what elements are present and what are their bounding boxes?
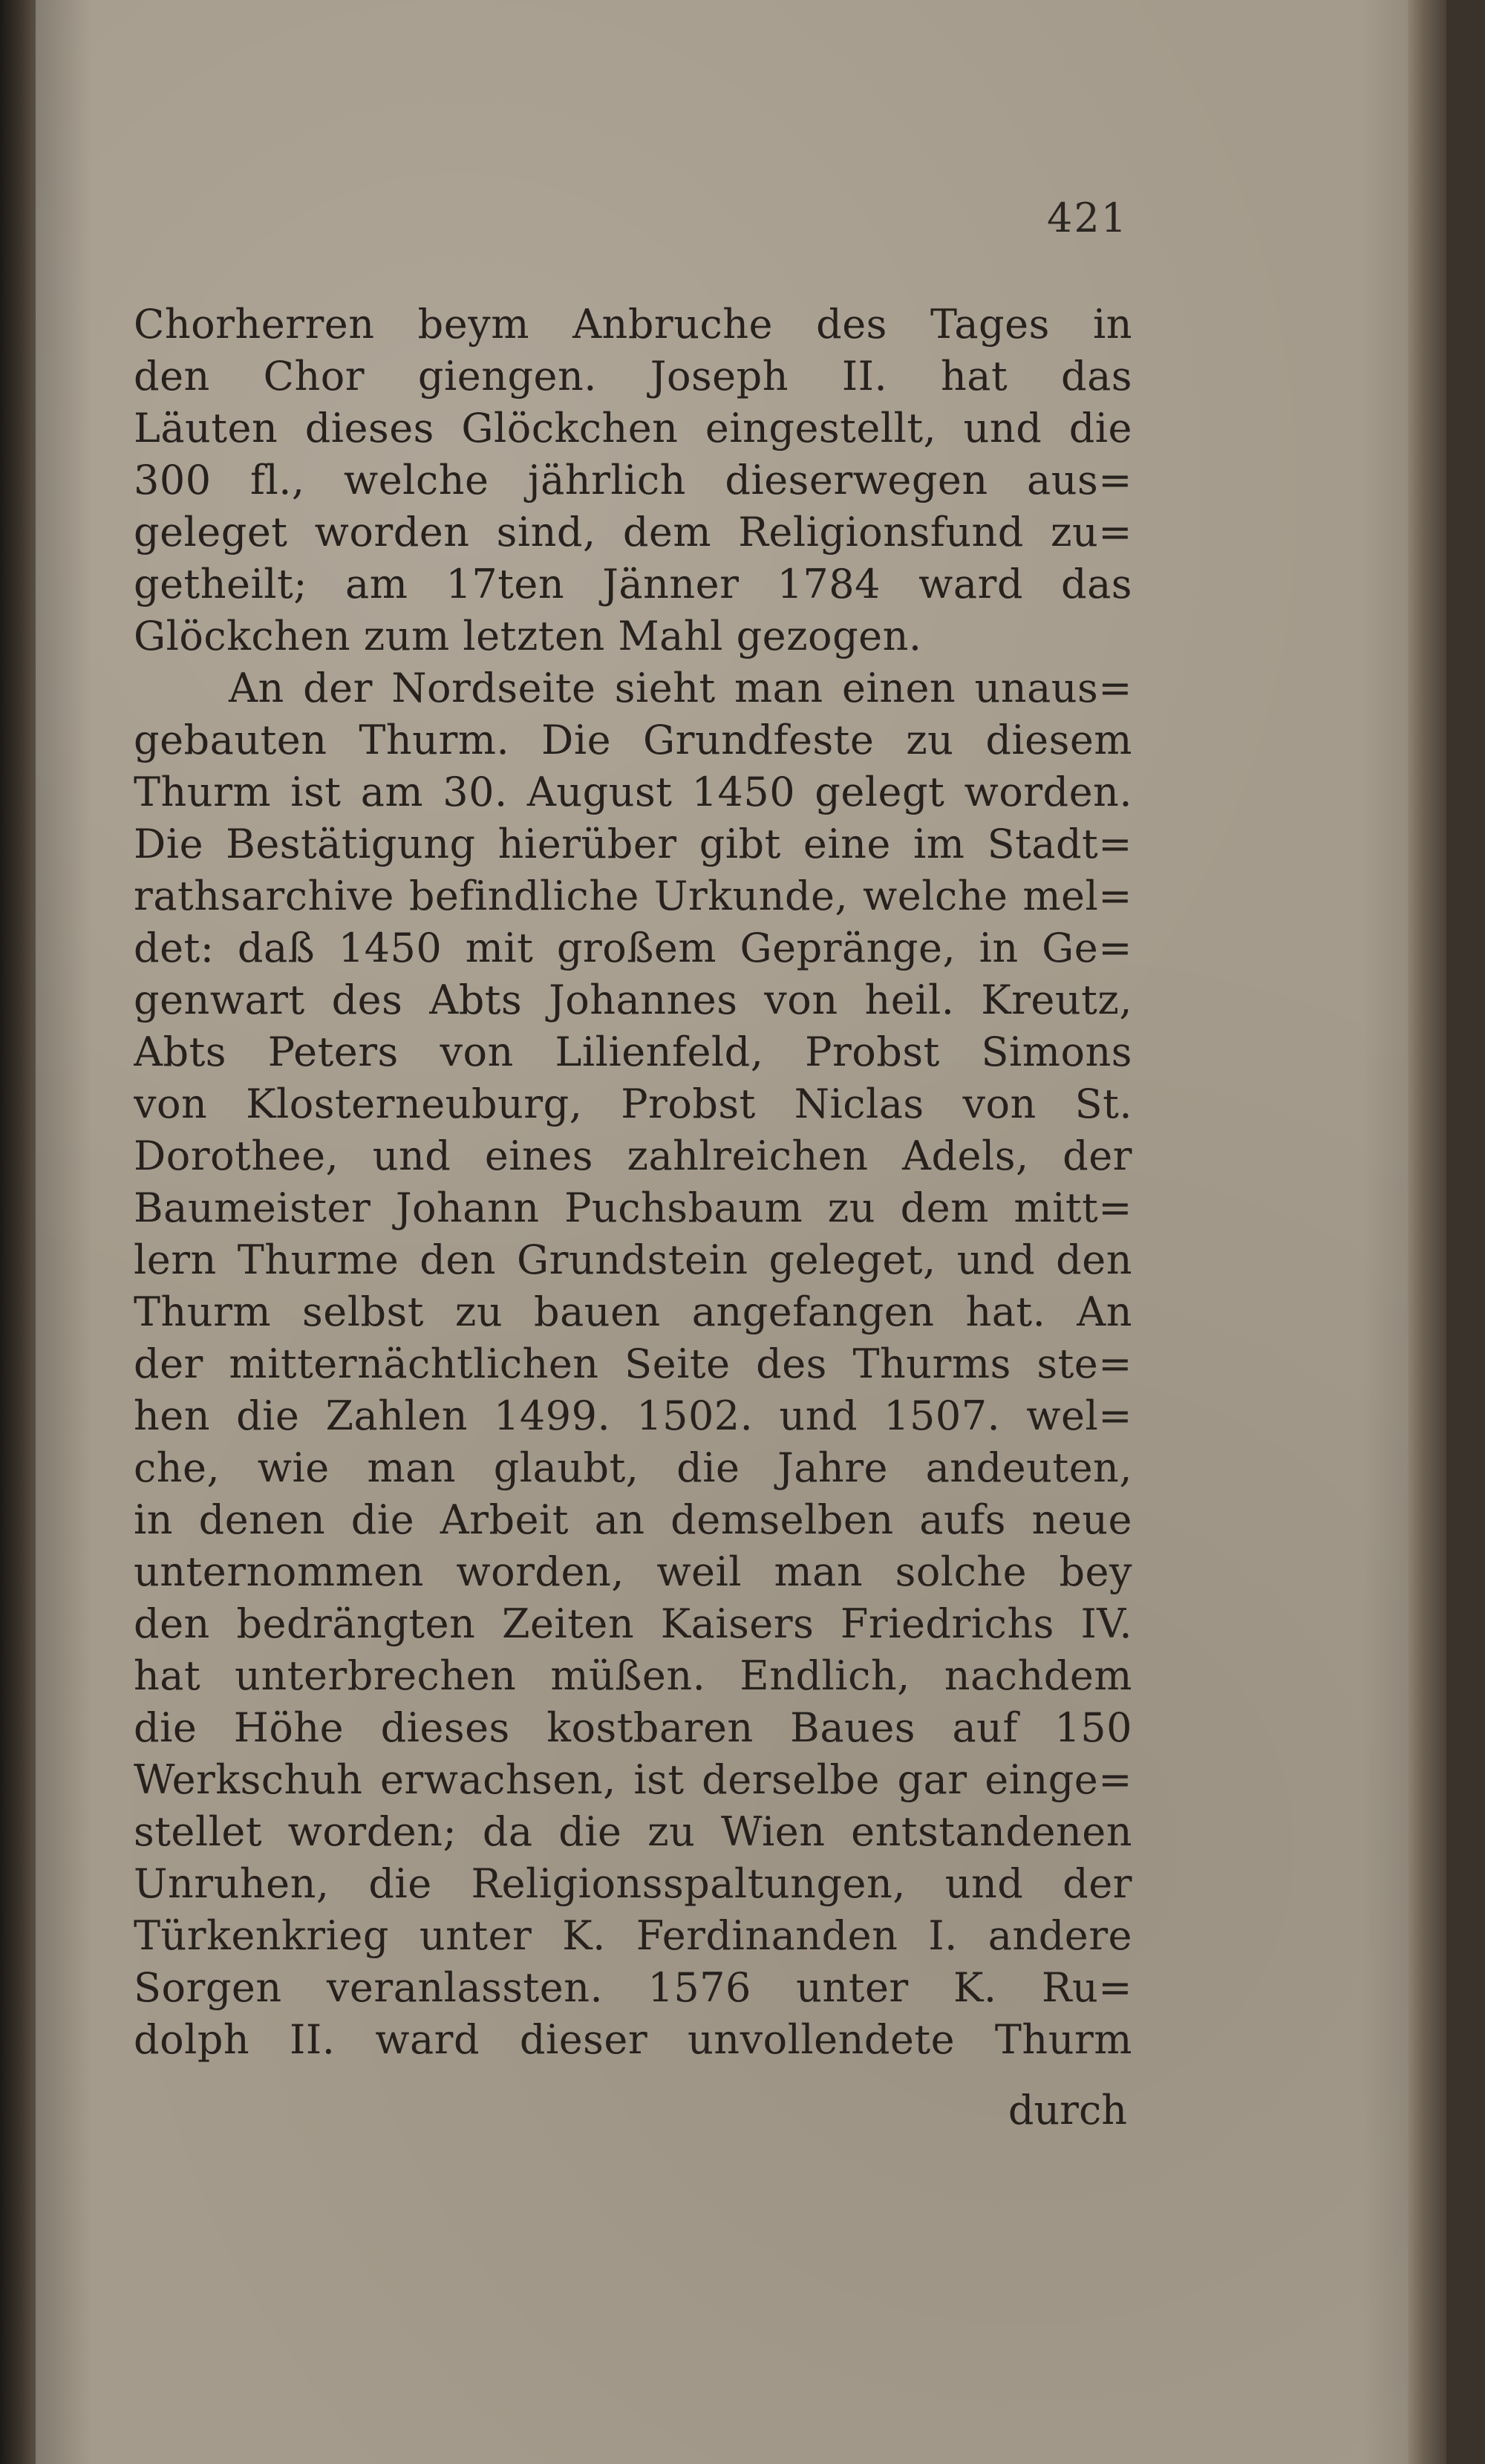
text-line: Werkschuh erwachsen, ist derselbe gar einge= — [134, 1756, 1132, 1803]
text-line: dolph II. ward dieser unvollendete Thurm — [134, 2016, 1132, 2063]
text-line: rathsarchive befindliche Urkunde, welche mel= — [134, 873, 1132, 919]
body-text — [134, 299, 1132, 2066]
text-line: Sorgen veranlassten. 1576 unter K. Ru= — [134, 1964, 1132, 2011]
text-line: hen die Zahlen 1499. 1502. und 1507. wel= — [134, 1392, 1132, 1439]
text-line: Chorherren beym Anbruche des Tages in — [134, 301, 1132, 348]
text-line: Abts Peters von Lilienfeld, Probst Simons — [134, 1029, 1132, 1075]
text-line: hat unterbrechen müßen. Endlich, nachdem — [134, 1652, 1132, 1699]
text-line: Läuten dieses Glöckchen eingestellt, und die — [134, 405, 1132, 452]
text-line: Türkenkrieg unter K. Ferdinanden I. andere — [134, 1912, 1132, 1959]
page-number: 421 — [1047, 195, 1129, 241]
text-line: 300 fl., welche jährlich dieserwegen aus= — [134, 457, 1132, 503]
text-line: Die Bestätigung hierüber gibt eine im Stadt= — [134, 821, 1132, 867]
text-line: Unruhen, die Religionsspaltungen, und der — [134, 1860, 1132, 1907]
text-line: det: daß 1450 mit großem Gepränge, in Ge= — [134, 925, 1132, 971]
text-line: Thurm ist am 30. August 1450 gelegt worden. — [134, 769, 1132, 815]
text-line: in denen die Arbeit an demselben aufs neue — [134, 1496, 1132, 1543]
text-line: Baumeister Johann Puchsbaum zu dem mitt= — [134, 1184, 1132, 1231]
catchword: durch — [1008, 2087, 1127, 2134]
text-line: che, wie man glaubt, die Jahre andeuten, — [134, 1444, 1132, 1491]
text-line: der mitternächtlichen Seite des Thurms ste= — [134, 1340, 1132, 1387]
text-line: stellet worden; da die zu Wien entstandenen — [134, 1808, 1132, 1855]
text-line: den bedrängten Zeiten Kaisers Friedrichs IV. — [134, 1600, 1132, 1647]
text-line: Dorothee, und eines zahlreichen Adels, der — [134, 1132, 1132, 1179]
text-line: von Klosterneuburg, Probst Niclas von St. — [134, 1081, 1132, 1127]
text-line: unternommen worden, weil man solche bey — [134, 1548, 1132, 1595]
text-line: Thurm selbst zu bauen angefangen hat. An — [134, 1288, 1132, 1335]
text-line: getheilt; am 17ten Jänner 1784 ward das — [134, 561, 1132, 607]
text-line: lern Thurme den Grundstein geleget, und den — [134, 1236, 1132, 1283]
text-line: geleget worden sind, dem Religionsfund zu= — [134, 509, 1132, 555]
text-line: An der Nordseite sieht man einen unaus= — [229, 665, 1132, 711]
text-line: Glöckchen zum letzten Mahl gezogen. — [134, 613, 922, 659]
page-edge — [1408, 0, 1446, 2464]
text-line: genwart des Abts Johannes von heil. Kreutz, — [134, 977, 1132, 1023]
text-line: die Höhe dieses kostbaren Baues auf 150 — [134, 1704, 1132, 1751]
text-line: den Chor giengen. Joseph II. hat das — [134, 353, 1132, 400]
text-line: gebauten Thurm. Die Grundfeste zu diesem — [134, 717, 1132, 763]
